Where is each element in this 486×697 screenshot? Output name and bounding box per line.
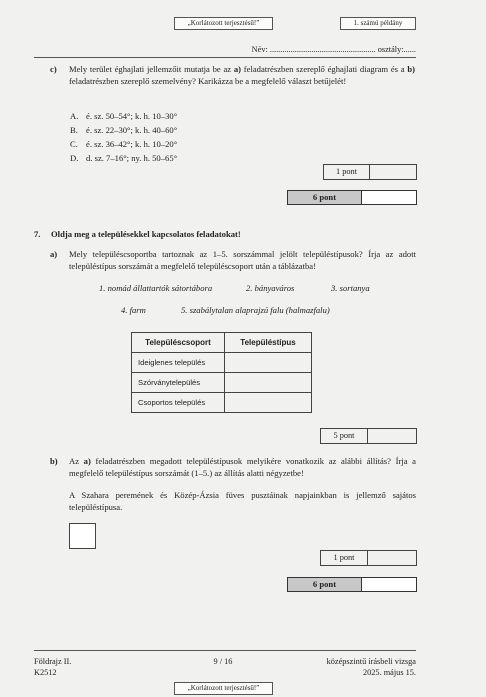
q7a-score-box (320, 428, 417, 444)
row-label-temporary: Ideiglenes település (132, 353, 225, 373)
q7b-score-box (320, 550, 417, 566)
type-3: 3. sortanya (331, 283, 370, 293)
q6c-option-c[interactable]: C. é. sz. 36–42°; k. h. 10–20° (70, 139, 178, 149)
sample-number-label: 1. számú példány (340, 17, 416, 30)
q6-total-input[interactable] (362, 191, 416, 204)
q7-number: 7. (34, 229, 41, 239)
footer-restricted-label: „Korlátozott terjesztésű!” (174, 682, 273, 695)
q7a-score-label: 5 pont (321, 429, 368, 443)
q6-total-label: 6 pont (288, 191, 362, 204)
name-label: Név: (251, 45, 270, 54)
q6c-letter: c) (50, 64, 57, 74)
q7-total-label: 6 pont (288, 578, 362, 591)
footer-code: K2512 (34, 668, 57, 677)
q7b-letter: b) (50, 456, 58, 466)
footer-date: 2025. május 15. (362, 668, 416, 677)
q7a-score-input[interactable] (368, 429, 416, 443)
footer-subject: Földrajz II. (34, 657, 72, 666)
q7b-answer-square[interactable] (69, 523, 96, 549)
q6c-text: Mely terület éghajlati jellemzőit mutatja be az a) feladatrészben szereplő éghajlati diagram és a b) feladatrészben szereplő szemelvény? Karikázza be a megfelelő választ betűjelét! (69, 64, 415, 86)
table-row (132, 373, 312, 393)
class-label: osztály:...... (375, 45, 416, 54)
q7-total-box (287, 577, 417, 592)
table-row (132, 393, 312, 413)
q6-total-box (287, 190, 417, 205)
type-1: 1. nomád állattartók sátortábora (99, 283, 213, 293)
table-row (132, 353, 312, 373)
row-label-clustered: Csoportos település (132, 393, 225, 413)
col-header-type: Településtípus (225, 333, 312, 353)
settlement-table (131, 332, 312, 413)
restricted-distribution-label: „Korlátozott terjesztésű!” (174, 17, 273, 30)
row-label-dispersed: Szórványtelepülés (132, 373, 225, 393)
type-5: 5. szabálytalan alaprajzú falu (halmazfalu) (181, 305, 330, 315)
footer-exam: középszintű írásbeli vizsga (326, 657, 416, 666)
header-rule (34, 57, 416, 58)
q7-total-input[interactable] (362, 578, 416, 591)
footer-page-number: 9 / 16 (213, 657, 233, 666)
name-dots: ................................................... (269, 45, 376, 54)
q7a-letter: a) (50, 249, 58, 259)
type-2: 2. bányaváros (246, 283, 295, 293)
q6c-score-box (323, 164, 417, 180)
q6c-score-input[interactable] (370, 165, 416, 179)
table-header-row (132, 333, 312, 353)
q7b-score-input[interactable] (368, 551, 416, 565)
col-header-group: Településcsoport (132, 333, 225, 353)
footer-rule (34, 650, 416, 651)
q7a-text: Mely településcsoportba tartoznak az 1–5. sorszámmal jelölt településtípusok? Írja az adott településtípus sorszámát a megfelelő településcsoport után a táblázatba! (69, 249, 416, 271)
answer-cell-dispersed[interactable] (225, 373, 312, 393)
answer-cell-clustered[interactable] (225, 393, 312, 413)
q7-title: Oldja meg a településekkel kapcsolatos feladatokat! (51, 229, 241, 239)
type-4: 4. farm (121, 305, 146, 315)
q7b-score-label: 1 pont (321, 551, 368, 565)
q7b-text: Az a) feladatrészben megadott településtípusok melyikére vonatkozik az alábbi állítás? Írja a megfelelő településtípus sorszámát (1–5.) az állítás alatti négyzetbe! (69, 456, 416, 478)
q6c-option-a[interactable]: A. é. sz. 50–54°; k. h. 10–30° (70, 111, 178, 121)
q6c-option-b[interactable]: B. é. sz. 22–30°; k. h. 40–60° (70, 125, 178, 135)
q6c-option-d[interactable]: D. d. sz. 7–16°; ny. h. 50–65° (70, 153, 178, 163)
name-class-line (200, 44, 416, 56)
answer-cell-temporary[interactable] (225, 353, 312, 373)
q7b-statement: A Szahara peremének és Közép-Ázsia füves pusztáinak napjainkban is jellemző sajátos településtípusa. (69, 490, 416, 512)
q6c-score-label: 1 pont (324, 165, 370, 179)
